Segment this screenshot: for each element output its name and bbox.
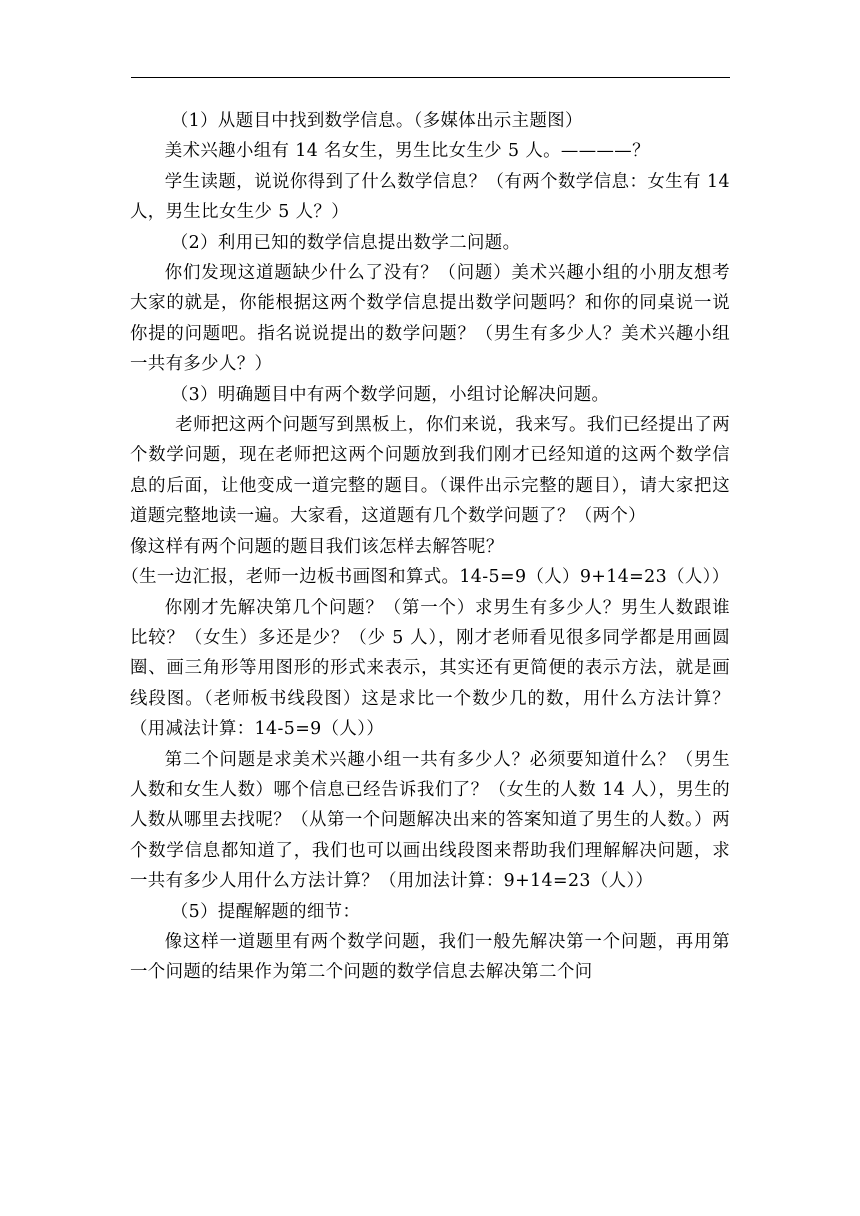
paragraph-teacher-writes: 老师把这两个问题写到黑板上，你们来说，我来写。我们已经提出了两个数学问题，现在老师把这两个问题放到我们刚才已经知道的这两个数学信息的后面，让他变成一道完整的题目。（课件出示完整的题目），请大家把这道题完整地读一遍。大家看，这道题有几个数学问题了？（两个） — [130, 415, 730, 527]
paragraph-find-missing: 你们发现这道题缺少什么了没有？（问题）美术兴趣小组的小朋友想考大家的就是，你能根据这两个数学信息提出数学问题吗？和你的同桌说一说你提的问题吧。指名说说提出的数学问题？（男生有多少人？美术兴趣小组一共有多少人？） — [130, 263, 730, 375]
paragraph-problem-statement: 美术兴趣小组有 14 名女生，男生比女生少 5 人。————？ — [164, 141, 650, 162]
document-body — [121, 106, 730, 988]
paragraph-read-problem: 学生读题，说说你得到了什么数学信息？（有两个数学信息：女生有 14 人，男生比女生少 5 人？） — [130, 171, 730, 223]
paragraph-first-question: 你刚才先解决第几个问题？（第一个）求男生有多少人？男生人数跟谁比较？（女生）多还是少？（少 5 人），刚才老师看见很多同学都是用画圆圈、画三角形等用图形的形式来表示，其实还有更简便的表示方法，就是画线段图。（老师板书线段图）这是求比一个数少几的数，用什么方法计算？（用减法计算：14-5=9（人）） — [130, 597, 730, 740]
paragraph-solving-tip: 像这样一道题里有两个数学问题，我们一般先解决第一个问题，再用第一个问题的结果作为第二个问题的数学信息去解决第二个问 — [130, 931, 730, 983]
paragraph-second-question: 第二个问题是求美术兴趣小组一共有多少人？必须要知道什么？（男生人数和女生人数）哪个信息已经告诉我们了？（女生的人数 14 人），男生的人数从哪里去找呢？（从第一个问题解决出来的答案知道了男生的人数。）两个数学信息都知道了，我们也可以画出线段图来帮助我们理解解决问题，求一共有多少人用什么方法计算？（用加法计算：9+14=23（人）） — [130, 749, 730, 892]
header-rule — [131, 77, 730, 78]
paragraph-step-2: （2）利用已知的数学信息提出数学二问题。 — [170, 232, 521, 253]
paragraph-how-to-solve: 像这样有两个问题的题目我们该怎样去解答呢？ — [130, 536, 504, 557]
paragraph-report-formula: （生一边汇报，老师一边板书画图和算式。14-5=9（人）9+14=23（人）） — [121, 567, 730, 588]
paragraph-step-1: （1）从题目中找到数学信息。（多媒体出示主题图） — [170, 111, 583, 131]
paragraph-step-3: （3）明确题目中有两个数学问题，小组讨论解决问题。 — [170, 384, 610, 405]
paragraph-step-5: （5）提醒解题的细节： — [170, 901, 361, 922]
